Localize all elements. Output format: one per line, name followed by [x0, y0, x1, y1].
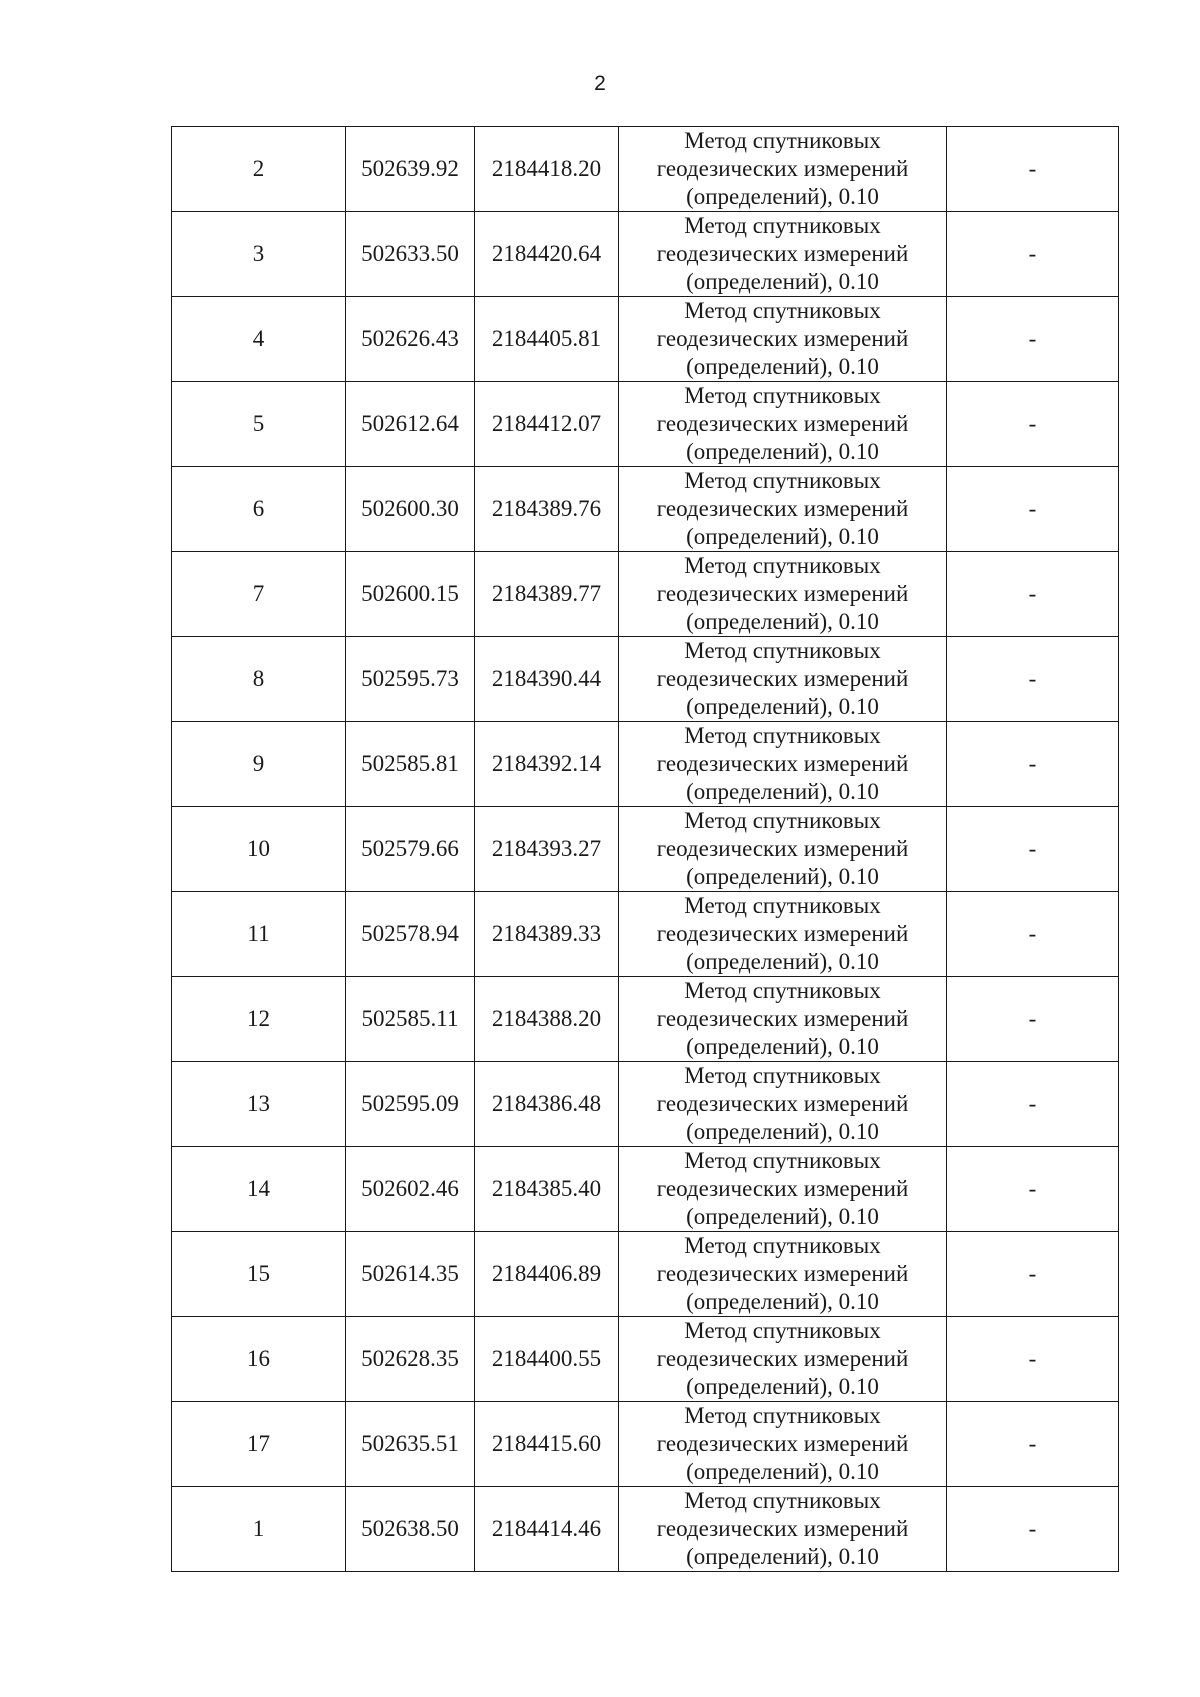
extra-cell: -: [947, 1402, 1119, 1487]
method-line-3: (определений), 0.10: [686, 269, 879, 294]
point-number-cell: 7: [172, 552, 346, 637]
extra-cell: -: [947, 552, 1119, 637]
method-line-1: Метод спутниковых: [684, 383, 881, 408]
x-coordinate-cell: 502600.30: [346, 467, 475, 552]
method-line-1: Метод спутниковых: [684, 298, 881, 323]
method-cell: [619, 807, 947, 892]
method-line-1: Метод спутниковых: [684, 1148, 881, 1173]
table-row: [172, 1232, 1119, 1317]
method-cell: [619, 1402, 947, 1487]
method-cell: [619, 382, 947, 467]
method-line-3: (определений), 0.10: [686, 524, 879, 549]
method-line-2: геодезических измерений: [656, 1261, 909, 1286]
point-number-cell: 13: [172, 1062, 346, 1147]
x-coordinate-cell: 502595.73: [346, 637, 475, 722]
x-coordinate-cell: 502579.66: [346, 807, 475, 892]
method-line-2: геодезических измерений: [656, 241, 909, 266]
x-coordinate-cell: 502639.92: [346, 127, 475, 212]
table-row: [172, 1147, 1119, 1232]
x-coordinate-cell: 502614.35: [346, 1232, 475, 1317]
table-row: [172, 722, 1119, 807]
method-cell: [619, 552, 947, 637]
method-cell: [619, 1232, 947, 1317]
method-line-2: геодезических измерений: [656, 1346, 909, 1371]
y-coordinate-cell: 2184420.64: [475, 212, 619, 297]
y-coordinate-cell: 2184388.20: [475, 977, 619, 1062]
extra-cell: -: [947, 1487, 1119, 1572]
method-line-1: Метод спутниковых: [684, 213, 881, 238]
method-line-3: (определений), 0.10: [686, 779, 879, 804]
extra-cell: -: [947, 977, 1119, 1062]
method-line-2: геодезических измерений: [656, 1006, 909, 1031]
extra-cell: -: [947, 892, 1119, 977]
method-line-1: Метод спутниковых: [684, 128, 881, 153]
x-coordinate-cell: 502585.81: [346, 722, 475, 807]
method-line-3: (определений), 0.10: [686, 864, 879, 889]
method-line-1: Метод спутниковых: [684, 723, 881, 748]
point-number-cell: 3: [172, 212, 346, 297]
method-line-3: (определений), 0.10: [686, 354, 879, 379]
method-line-2: геодезических измерений: [656, 921, 909, 946]
method-line-1: Метод спутниковых: [684, 808, 881, 833]
extra-cell: -: [947, 212, 1119, 297]
point-number-cell: 10: [172, 807, 346, 892]
method-line-1: Метод спутниковых: [684, 468, 881, 493]
method-line-1: Метод спутниковых: [684, 553, 881, 578]
y-coordinate-cell: 2184386.48: [475, 1062, 619, 1147]
extra-cell: -: [947, 637, 1119, 722]
x-coordinate-cell: 502602.46: [346, 1147, 475, 1232]
method-line-2: геодезических измерений: [656, 836, 909, 861]
method-line-2: геодезических измерений: [656, 496, 909, 521]
y-coordinate-cell: 2184392.14: [475, 722, 619, 807]
method-line-3: (определений), 0.10: [686, 439, 879, 464]
method-line-3: (определений), 0.10: [686, 949, 879, 974]
y-coordinate-cell: 2184389.33: [475, 892, 619, 977]
point-number-cell: 2: [172, 127, 346, 212]
extra-cell: -: [947, 467, 1119, 552]
table-row: [172, 467, 1119, 552]
method-line-3: (определений), 0.10: [686, 1544, 879, 1569]
method-line-3: (определений), 0.10: [686, 1459, 879, 1484]
method-cell: [619, 1147, 947, 1232]
method-line-2: геодезических измерений: [656, 581, 909, 606]
extra-cell: -: [947, 1147, 1119, 1232]
method-cell: [619, 297, 947, 382]
method-cell: [619, 467, 947, 552]
extra-cell: -: [947, 1062, 1119, 1147]
method-line-3: (определений), 0.10: [686, 1034, 879, 1059]
point-number-cell: 16: [172, 1317, 346, 1402]
method-line-2: геодезических измерений: [656, 1516, 909, 1541]
y-coordinate-cell: 2184415.60: [475, 1402, 619, 1487]
table-row: [172, 212, 1119, 297]
method-line-2: геодезических измерений: [656, 751, 909, 776]
extra-cell: -: [947, 297, 1119, 382]
y-coordinate-cell: 2184389.77: [475, 552, 619, 637]
y-coordinate-cell: 2184418.20: [475, 127, 619, 212]
table-row: [172, 1402, 1119, 1487]
method-line-3: (определений), 0.10: [686, 1119, 879, 1144]
table-row: [172, 127, 1119, 212]
coordinates-table-body: [172, 127, 1119, 1572]
point-number-cell: 12: [172, 977, 346, 1062]
point-number-cell: 11: [172, 892, 346, 977]
method-cell: [619, 637, 947, 722]
method-cell: [619, 722, 947, 807]
method-line-1: Метод спутниковых: [684, 1403, 881, 1428]
x-coordinate-cell: 502635.51: [346, 1402, 475, 1487]
x-coordinate-cell: 502638.50: [346, 1487, 475, 1572]
page-number: 2: [594, 72, 606, 95]
table-row: [172, 892, 1119, 977]
extra-cell: -: [947, 127, 1119, 212]
table-row: [172, 1317, 1119, 1402]
point-number-cell: 9: [172, 722, 346, 807]
x-coordinate-cell: 502612.64: [346, 382, 475, 467]
method-line-2: геодезических измерений: [656, 326, 909, 351]
extra-cell: -: [947, 807, 1119, 892]
method-line-2: геодезических измерений: [656, 666, 909, 691]
method-cell: [619, 1062, 947, 1147]
table-row: [172, 297, 1119, 382]
method-line-3: (определений), 0.10: [686, 1374, 879, 1399]
x-coordinate-cell: 502595.09: [346, 1062, 475, 1147]
x-coordinate-cell: 502633.50: [346, 212, 475, 297]
x-coordinate-cell: 502600.15: [346, 552, 475, 637]
x-coordinate-cell: 502578.94: [346, 892, 475, 977]
method-cell: [619, 892, 947, 977]
y-coordinate-cell: 2184414.46: [475, 1487, 619, 1572]
method-line-2: геодезических измерений: [656, 1176, 909, 1201]
point-number-cell: 14: [172, 1147, 346, 1232]
method-cell: [619, 1317, 947, 1402]
method-line-3: (определений), 0.10: [686, 609, 879, 634]
table-row: [172, 382, 1119, 467]
extra-cell: -: [947, 382, 1119, 467]
table-row: [172, 807, 1119, 892]
point-number-cell: 8: [172, 637, 346, 722]
point-number-cell: 6: [172, 467, 346, 552]
method-line-1: Метод спутниковых: [684, 1233, 881, 1258]
method-line-1: Метод спутниковых: [684, 638, 881, 663]
method-line-1: Метод спутниковых: [684, 1318, 881, 1343]
method-line-2: геодезических измерений: [656, 156, 909, 181]
method-line-1: Метод спутниковых: [684, 978, 881, 1003]
method-cell: [619, 127, 947, 212]
method-cell: [619, 1487, 947, 1572]
table-row: [172, 637, 1119, 722]
y-coordinate-cell: 2184385.40: [475, 1147, 619, 1232]
y-coordinate-cell: 2184393.27: [475, 807, 619, 892]
method-line-3: (определений), 0.10: [686, 1204, 879, 1229]
method-line-1: Метод спутниковых: [684, 1063, 881, 1088]
coordinates-table: [171, 126, 1119, 1572]
method-line-2: геодезических измерений: [656, 411, 909, 436]
method-line-1: Метод спутниковых: [684, 1488, 881, 1513]
x-coordinate-cell: 502626.43: [346, 297, 475, 382]
extra-cell: -: [947, 1317, 1119, 1402]
table-row: [172, 1062, 1119, 1147]
y-coordinate-cell: 2184405.81: [475, 297, 619, 382]
table-row: [172, 552, 1119, 637]
method-cell: [619, 977, 947, 1062]
point-number-cell: 17: [172, 1402, 346, 1487]
method-line-3: (определений), 0.10: [686, 694, 879, 719]
x-coordinate-cell: 502585.11: [346, 977, 475, 1062]
method-line-2: геодезических измерений: [656, 1091, 909, 1116]
method-line-3: (определений), 0.10: [686, 1289, 879, 1314]
extra-cell: -: [947, 1232, 1119, 1317]
y-coordinate-cell: 2184390.44: [475, 637, 619, 722]
extra-cell: -: [947, 722, 1119, 807]
y-coordinate-cell: 2184406.89: [475, 1232, 619, 1317]
method-line-1: Метод спутниковых: [684, 893, 881, 918]
point-number-cell: 4: [172, 297, 346, 382]
y-coordinate-cell: 2184389.76: [475, 467, 619, 552]
point-number-cell: 1: [172, 1487, 346, 1572]
method-line-2: геодезических измерений: [656, 1431, 909, 1456]
method-line-3: (определений), 0.10: [686, 184, 879, 209]
y-coordinate-cell: 2184412.07: [475, 382, 619, 467]
table-row: [172, 977, 1119, 1062]
point-number-cell: 15: [172, 1232, 346, 1317]
method-cell: [619, 212, 947, 297]
x-coordinate-cell: 502628.35: [346, 1317, 475, 1402]
table-row: [172, 1487, 1119, 1572]
y-coordinate-cell: 2184400.55: [475, 1317, 619, 1402]
point-number-cell: 5: [172, 382, 346, 467]
